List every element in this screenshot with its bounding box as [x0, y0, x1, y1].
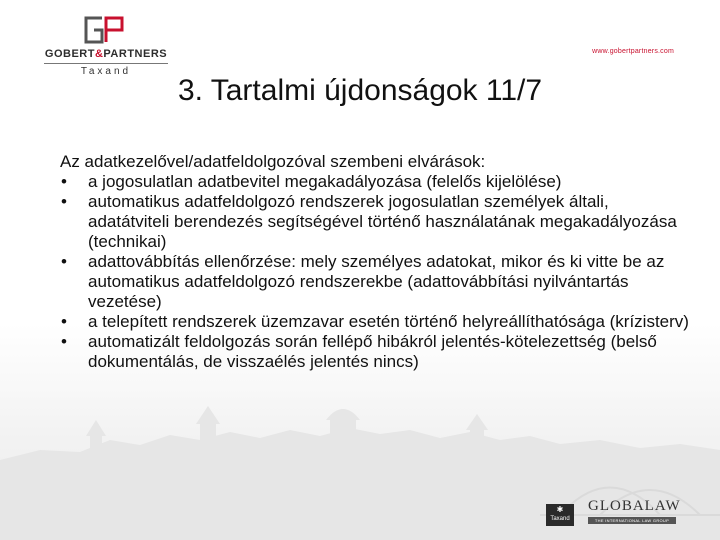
gobert-partners-logo	[40, 16, 170, 78]
bullet-item: • adattovábbítás ellenőrzése: mely személyes adatokat, mikor és ki vitte be az automatikus adatfeldolgozó rendszerekbe (adattovábbítási nyilvántartás vezetése)	[60, 252, 690, 312]
taxand-badge-label: Taxand	[550, 516, 570, 522]
website-url: www.gobertpartners.com	[592, 48, 674, 55]
logo-tagline: Taxand	[80, 66, 132, 77]
bullet-item: • automatikus adatfeldolgozó rendszerek jogosulatlan személyek általi, adatátviteli berendezés segítségével történő használatának megakadályozása (technikai)	[60, 192, 690, 252]
bullet-item: • a telepített rendszerek üzemzavar esetén történő helyreállíthatósága (krízisterv)	[60, 312, 690, 332]
star-icon: ✱	[556, 505, 564, 514]
taxand-badge-logo	[546, 504, 574, 526]
bullet-item: • automatizált feldolgozás során fellépő hibákról jelentés-kötelezettség (belső dokumentálás, de visszaélés jelentés nincs)	[60, 332, 690, 372]
logo-divider	[44, 63, 168, 64]
globalaw-subtitle: THE INTERNATIONAL LAW GROUP	[588, 517, 676, 524]
globalaw-wordmark: GLOBALAW	[588, 498, 681, 514]
bullet-list	[60, 172, 690, 372]
intro-text: Az adatkezelővel/adatfeldolgozóval szembeni elvárások:	[60, 152, 486, 171]
bullet-item: • a jogosulatlan adatbevitel megakadályozása (felelős kijelölése)	[60, 172, 690, 192]
globalaw-logo	[588, 498, 681, 526]
gp-monogram-icon	[84, 16, 124, 44]
logo-wordmark: GOBERT&PARTNERS	[44, 48, 168, 60]
slide-title: 3. Tartalmi újdonságok 11/7	[177, 74, 543, 107]
